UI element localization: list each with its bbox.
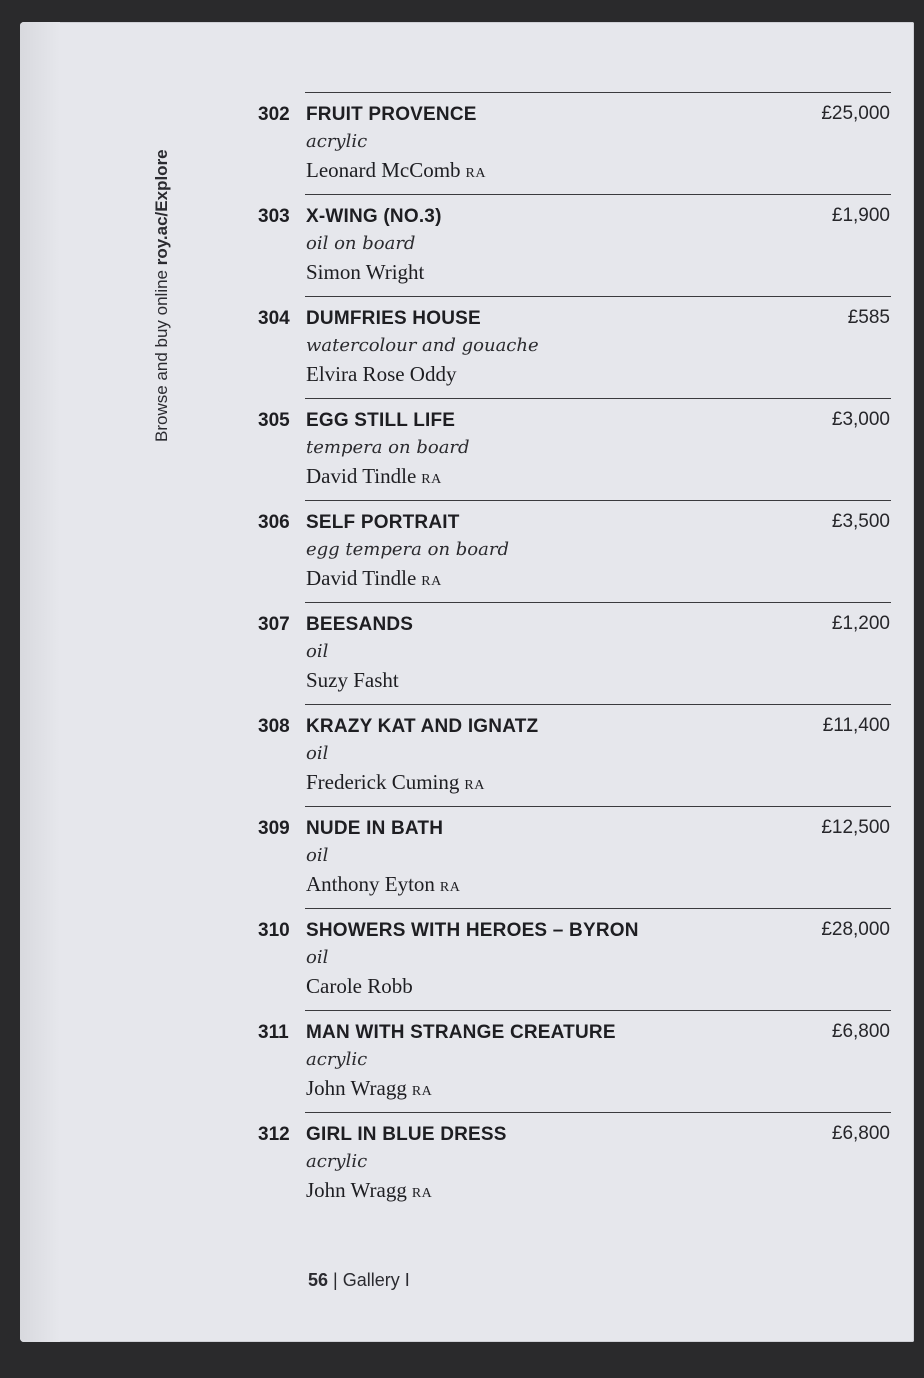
artist-suffix: RA: [465, 166, 486, 181]
entry-price: £6,800: [831, 1123, 890, 1144]
catalogue-entry: [254, 610, 892, 712]
artist-name: David Tindle: [306, 566, 417, 590]
entry-title: EGG STILL LIFE: [306, 410, 456, 431]
entry-medium: oil: [306, 845, 329, 866]
entry-number: 306: [258, 512, 290, 533]
artist-suffix: RA: [411, 1084, 433, 1099]
entry-artist: [306, 260, 424, 285]
entry-artist: [306, 974, 413, 999]
entry-medium: acrylic: [306, 1151, 368, 1172]
entry-divider: [305, 1010, 891, 1011]
entry-artist: [306, 1178, 432, 1203]
entry-price: £1,200: [831, 613, 890, 634]
entry-divider: [305, 1112, 891, 1113]
entry-price: £1,900: [831, 205, 890, 226]
catalogue-entry: [254, 508, 892, 610]
artist-suffix: RA: [464, 778, 485, 793]
artist-name: John Wragg: [306, 1178, 407, 1202]
entry-number: 303: [258, 206, 290, 227]
entry-artist: [306, 770, 485, 795]
entry-title: NUDE IN BATH: [306, 818, 444, 839]
entry-number: 307: [258, 614, 290, 635]
entry-number: 309: [258, 818, 290, 839]
catalogue-entry: [254, 1120, 892, 1222]
entry-title: SELF PORTRAIT: [306, 512, 460, 533]
page-gutter-shade: [20, 22, 60, 1342]
artist-suffix: RA: [421, 472, 442, 487]
entry-number: 310: [258, 920, 290, 941]
entry-number: 308: [258, 716, 290, 737]
entry-number: 304: [258, 308, 290, 329]
entry-title: KRAZY KAT AND IGNATZ: [306, 716, 539, 737]
entry-medium: acrylic: [306, 1049, 368, 1070]
entry-medium: tempera on board: [306, 437, 470, 458]
entry-price: £12,500: [821, 817, 890, 838]
entry-medium: oil: [306, 641, 329, 662]
artist-name: Leonard McComb: [306, 158, 461, 182]
entry-number: 302: [258, 104, 290, 125]
footer-section: Gallery I: [342, 1270, 410, 1290]
entry-divider: [305, 194, 891, 195]
artist-name: Carole Robb: [306, 974, 413, 998]
entry-medium: watercolour and gouache: [306, 335, 539, 356]
entry-artist: [306, 1076, 432, 1101]
artist-name: Suzy Fasht: [306, 668, 399, 692]
sidebar-prefix: Browse and buy online: [152, 265, 171, 442]
artist-suffix: RA: [421, 574, 442, 589]
artist-name: John Wragg: [306, 1076, 407, 1100]
entry-divider: [305, 908, 891, 909]
catalogue-entry: [254, 814, 892, 916]
entry-divider: [305, 602, 891, 603]
catalogue-entry: [254, 406, 892, 508]
artist-name: Elvira Rose Oddy: [306, 362, 457, 386]
catalogue-entry: [254, 304, 892, 406]
entry-divider: [305, 398, 891, 399]
entry-number: 311: [258, 1022, 289, 1043]
entry-title: X-WING (NO.3): [306, 206, 442, 227]
entry-divider: [305, 92, 891, 93]
catalogue-entry: [254, 916, 892, 1018]
entry-divider: [305, 806, 891, 807]
entry-number: 312: [258, 1124, 290, 1145]
artist-name: David Tindle: [306, 464, 417, 488]
footer-separator: |: [328, 1270, 343, 1290]
entry-medium: acrylic: [306, 131, 368, 152]
entry-number: 305: [258, 410, 290, 431]
artist-suffix: RA: [411, 1186, 433, 1201]
entry-price: £3,000: [831, 409, 890, 430]
entry-artist: [306, 158, 486, 183]
catalogue-entry: [254, 1018, 892, 1120]
sidebar-online-note: [152, 149, 172, 442]
entry-divider: [305, 704, 891, 705]
entry-medium: oil: [306, 947, 329, 968]
entry-title: BEESANDS: [306, 614, 414, 635]
entry-price: £6,800: [831, 1021, 890, 1042]
entry-medium: oil: [306, 743, 329, 764]
page-footer: [308, 1270, 410, 1291]
entry-price: £11,400: [822, 715, 890, 736]
page-number: 56: [308, 1270, 329, 1290]
entry-divider: [305, 296, 891, 297]
entry-price: £3,500: [831, 511, 890, 532]
entry-artist: [306, 464, 442, 489]
entry-price: £25,000: [821, 103, 890, 124]
catalogue-entry: [254, 712, 892, 814]
entry-title: MAN WITH STRANGE CREATURE: [306, 1022, 616, 1043]
entry-artist: [306, 668, 399, 693]
entry-title: SHOWERS WITH HEROES – BYRON: [306, 920, 639, 941]
sidebar-link[interactable]: roy.ac/Explore: [152, 149, 171, 266]
entry-divider: [305, 500, 891, 501]
catalogue-entry: [254, 202, 892, 304]
entry-artist: [306, 362, 456, 387]
entry-title: DUMFRIES HOUSE: [306, 308, 481, 329]
artist-name: Anthony Eyton: [306, 872, 435, 896]
artist-suffix: RA: [439, 880, 461, 895]
entry-title: GIRL IN BLUE DRESS: [306, 1124, 507, 1145]
artist-name: Simon Wright: [306, 260, 425, 284]
entry-artist: [306, 566, 442, 591]
entry-medium: egg tempera on board: [306, 539, 509, 560]
artist-name: Frederick Cuming: [306, 770, 460, 794]
entry-medium: oil on board: [306, 233, 416, 254]
entry-price: £585: [847, 307, 890, 328]
entry-artist: [306, 872, 460, 897]
catalogue-entry: [254, 100, 892, 202]
entry-price: £28,000: [821, 919, 890, 940]
entry-title: FRUIT PROVENCE: [306, 104, 477, 125]
